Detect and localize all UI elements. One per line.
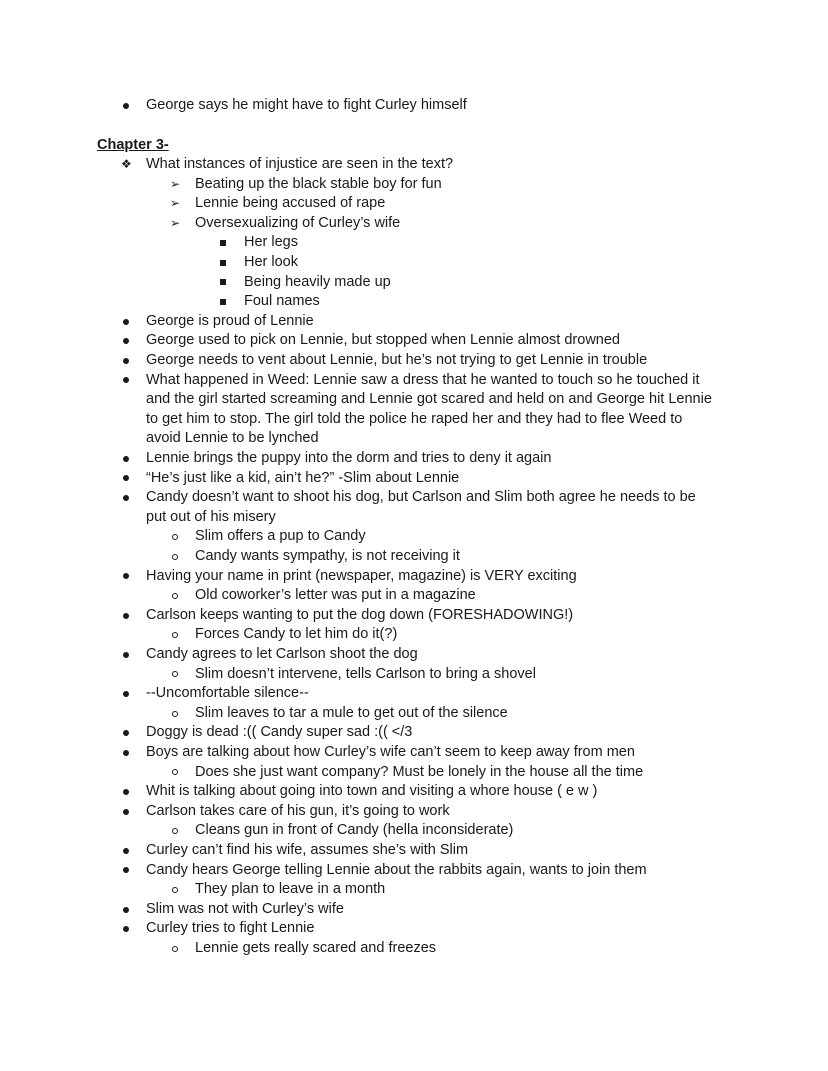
injustice-item: Lennie being accused of rape: [195, 195, 386, 212]
list-item-text: What happened in Weed: Lennie saw a dress that he wanted to touch so he touched it: [146, 371, 700, 388]
circle-bullet-icon: [172, 711, 178, 717]
sub-item-text: Forces Candy to let him do it(?): [195, 626, 398, 643]
sub-item-text: Slim offers a pup to Candy: [195, 528, 366, 545]
bullet-icon: [123, 848, 129, 854]
sub-item-text: Does she just want company? Must be lonely in the house all the time: [195, 763, 644, 780]
sub-sub-item: Her legs: [244, 234, 298, 251]
bullet-icon: [123, 573, 129, 579]
bullet-icon: [123, 907, 129, 913]
sub-sub-item: Being heavily made up: [244, 273, 391, 290]
square-bullet-icon: [220, 240, 226, 246]
sub-item-text: Old coworker’s letter was put in a magazine: [195, 587, 476, 604]
list-item-text: Slim was not with Curley’s wife: [146, 900, 344, 917]
list-item-text: Curley tries to fight Lennie: [146, 920, 315, 937]
square-bullet-icon: [220, 279, 226, 285]
bullet-icon: [123, 652, 129, 658]
arrow-bullet-icon: ➢: [170, 215, 181, 230]
list-item-text: Carlson takes care of his gun, it’s going to work: [146, 802, 450, 819]
sub-item-text: They plan to leave in a month: [195, 881, 386, 898]
bullet-icon: [123, 456, 129, 462]
bullet-icon: [123, 750, 129, 756]
list-item-text: Lennie brings the puppy into the dorm and tries to deny it again: [146, 450, 552, 466]
list-item-text: Having your name in print (newspaper, magazine) is VERY exciting: [146, 567, 577, 584]
list-item-text: Boys are talking about how Curley’s wife can’t seem to keep away from men: [146, 744, 635, 760]
list-item-text: “He’s just like a kid, ain’t he?” -Slim about Lennie: [146, 469, 460, 486]
list-item-text: George says he might have to fight Curley himself: [146, 97, 467, 113]
circle-bullet-icon: [172, 828, 178, 834]
circle-bullet-icon: [172, 946, 178, 952]
diamond-bullet-icon: ❖: [121, 157, 132, 171]
list-item-text: George needs to vent about Lennie, but he’s not trying to get Lennie in trouble: [146, 352, 648, 368]
injustice-item: Beating up the black stable boy for fun: [195, 175, 442, 192]
circle-bullet-icon: [172, 887, 178, 893]
bullet-icon: [123, 809, 129, 815]
square-bullet-icon: [220, 299, 226, 305]
square-bullet-icon: [220, 260, 226, 266]
injustice-item: Oversexualizing of Curley’s wife: [195, 214, 401, 231]
bullet-icon: [123, 377, 129, 383]
bullet-icon: [123, 926, 129, 932]
sub-item-text: Slim leaves to tar a mule to get out of the silence: [195, 704, 508, 721]
circle-bullet-icon: [172, 632, 178, 638]
arrow-bullet-icon: ➢: [170, 196, 181, 211]
list-item-text: Candy hears George telling Lennie about the rabbits again, wants to join them: [146, 861, 647, 878]
circle-bullet-icon: [172, 554, 178, 560]
sub-item-text: Candy wants sympathy, is not receiving it: [195, 548, 460, 564]
question-text: What instances of injustice are seen in the text?: [146, 156, 454, 172]
list-item-text: Whit is talking about going into town and visiting a whore house ( e w ): [146, 783, 598, 800]
bullet-icon: [123, 338, 129, 344]
list-item-text: George is proud of Lennie: [146, 312, 314, 329]
circle-bullet-icon: [172, 593, 178, 599]
list-item-text: Curley can’t find his wife, assumes she’s with Slim: [146, 842, 469, 858]
bullet-icon: [123, 613, 129, 619]
sub-sub-item: Her look: [244, 254, 298, 270]
list-item-text: Doggy is dead :(( Candy super sad :(( </3: [146, 724, 413, 741]
arrow-bullet-icon: ➢: [170, 176, 181, 191]
bullet-icon: [123, 730, 129, 736]
list-item-text: Candy agrees to let Carlson shoot the dog: [146, 646, 418, 662]
circle-bullet-icon: [172, 534, 178, 540]
circle-bullet-icon: [172, 769, 178, 775]
bullet-icon: [123, 691, 129, 697]
sub-item-text: Cleans gun in front of Candy (hella inconsiderate): [195, 822, 514, 839]
bullet-icon: [123, 475, 129, 481]
list-item-text: and the girl started screaming and Lennie got scared and held on and George hit Lennie: [146, 391, 712, 408]
bullet-icon: [123, 495, 129, 501]
list-item-text: George used to pick on Lennie, but stopped when Lennie almost drowned: [146, 332, 620, 349]
list-item-text: avoid Lennie to be lynched: [146, 430, 319, 447]
sub-sub-item: Foul names: [244, 293, 320, 310]
bullet-icon: [123, 103, 129, 109]
bullet-icon: [123, 358, 129, 364]
list-item-text: Candy doesn’t want to shoot his dog, but Carlson and Slim both agree he needs to be: [146, 489, 696, 506]
list-item-text: Carlson keeps wanting to put the dog down (FORESHADOWING!): [146, 606, 574, 623]
list-item-text: put out of his misery: [146, 508, 276, 525]
list-item-text: to get him to stop. The girl told the police he raped her and they had to flee Weed to: [146, 410, 683, 427]
bullet-icon: [123, 789, 129, 795]
sub-item-text: Lennie gets really scared and freezes: [195, 940, 437, 956]
chapter-heading: Chapter 3-: [97, 137, 169, 153]
circle-bullet-icon: [172, 671, 178, 677]
bullet-icon: [123, 319, 129, 325]
list-item-text: --Uncomfortable silence--: [146, 685, 309, 702]
sub-item-text: Slim doesn’t intervene, tells Carlson to bring a shovel: [195, 665, 536, 682]
bullet-icon: [123, 867, 129, 873]
